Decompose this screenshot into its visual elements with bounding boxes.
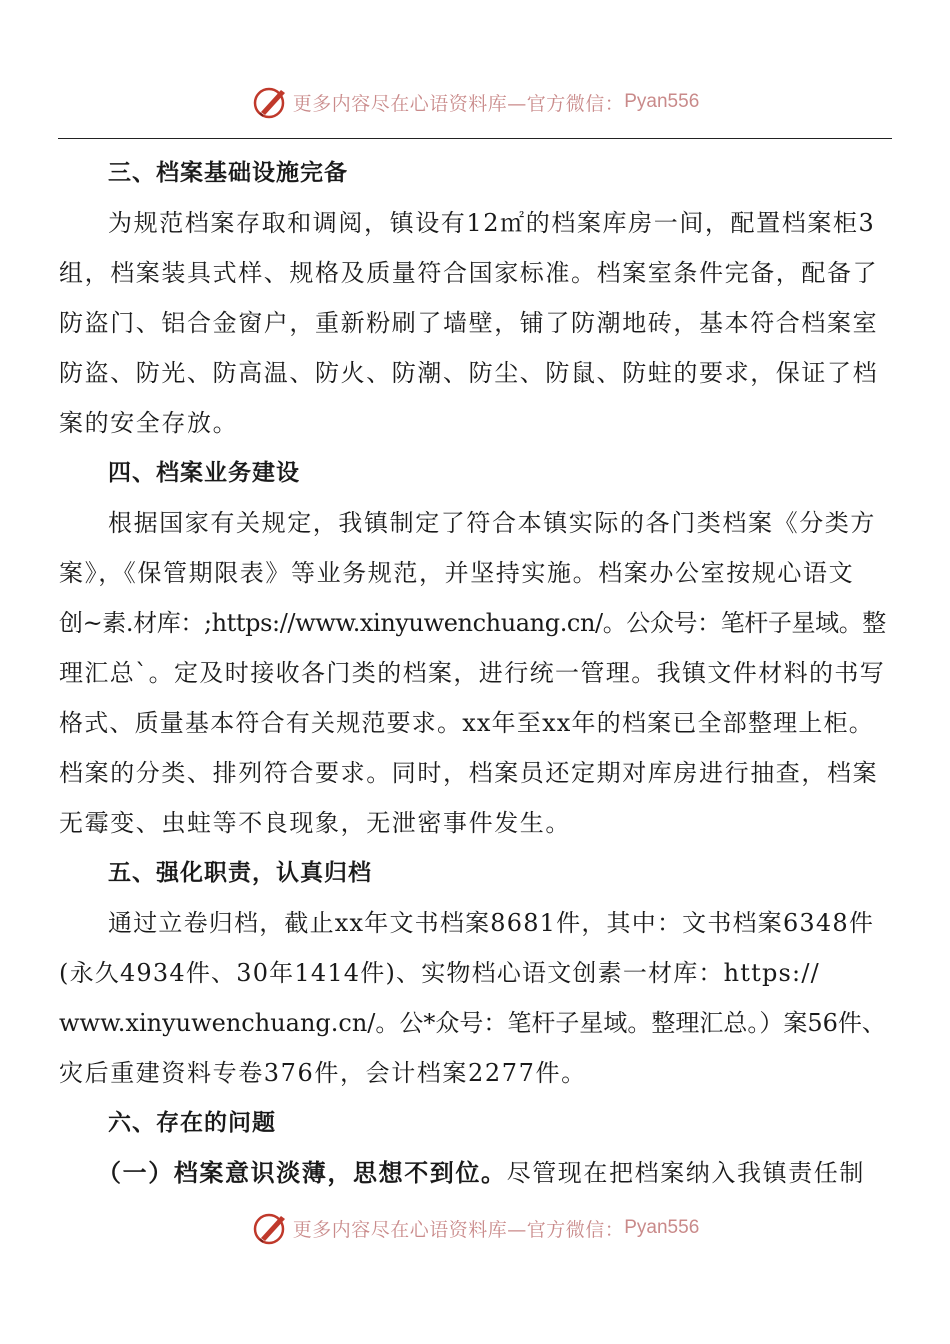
paragraph-line: 防盗、防光、防高温、防火、防潮、防尘、防鼠、防蛀的要求，保证了档 <box>59 359 879 387</box>
paragraph-text: 尽管现在把档案纳入我镇责任制 <box>506 1159 866 1187</box>
watermark-text: 更多内容尽在心语资料库—官方微信： <box>292 1218 625 1241</box>
pen-logo-icon <box>251 1208 291 1248</box>
paragraph-line: 灾后重建资料专卷376件，会计档案2277件。 <box>59 1059 587 1087</box>
paragraph-line: 无霉变、虫蛀等不良现象，无泄密事件发生。 <box>59 809 571 837</box>
paragraph-line: 通过立卷归档，截止xx年文书档案8681件，其中：文书档案6348件 <box>108 909 875 937</box>
paragraph-line: 案的安全存放。 <box>59 409 239 437</box>
section-heading: 五、强化职责，认真归档 <box>108 860 372 886</box>
watermark-wechat-id: Pyan556 <box>624 1217 700 1238</box>
watermark-wechat-id: Pyan556 <box>624 91 700 112</box>
paragraph-line: www.xinyuwenchuang.cn/。公*众号：笔杆子星域。整理汇总。）案56件、 <box>59 1009 886 1037</box>
header-rule <box>58 138 892 139</box>
paragraph-line: 理汇总`。定及时接收各门类的档案，进行统一管理。我镇文件材料的书写 <box>59 659 886 687</box>
pen-logo-icon <box>251 82 291 122</box>
paragraph-line: (永久4934件、30年1414件)、实物档心语文创素一材库：https:// <box>59 959 820 987</box>
section-heading: 六、存在的问题 <box>108 1110 276 1136</box>
watermark-text: 更多内容尽在心语资料库—官方微信： <box>292 92 625 115</box>
paragraph-line: 档案的分类、排列符合要求。同时，档案员还定期对库房进行抽查，档案 <box>59 759 879 787</box>
paragraph-line <box>59 1148 879 1198</box>
paragraph-line: 创~素.材库：;https://www.xinyuwenchuang.cn/。公众号：笔杆子星域。整 <box>59 609 886 637</box>
subsection-lead: （一）档案意识淡薄，思想不到位。 <box>97 1158 507 1187</box>
paragraph-line: 防盗门、铝合金窗户，重新粉刷了墙壁，铺了防潮地砖，基本符合档案室 <box>59 309 879 337</box>
section-heading: 三、档案基础设施完备 <box>108 160 348 186</box>
paragraph-line: 根据国家有关规定，我镇制定了符合本镇实际的各门类档案《分类方 <box>108 509 876 537</box>
paragraph-line: 格式、质量基本符合有关规范要求。xx年至xx年的档案已全部整理上柜。 <box>59 709 874 737</box>
paragraph-line: 组，档案装具式样、规格及质量符合国家标准。档案室条件完备，配备了 <box>59 259 879 287</box>
section-heading: 四、档案业务建设 <box>108 460 300 486</box>
paragraph-line: 案》，《保管期限表》等业务规范，并坚持实施。档案办公室按规心语文 <box>59 559 855 587</box>
watermark-banner-top <box>0 82 950 122</box>
watermark-banner-bottom <box>0 1208 950 1248</box>
paragraph-line: 为规范档案存取和调阅，镇设有12㎡的档案库房一间，配置档案柜3 <box>108 209 876 237</box>
document-body <box>59 148 886 1198</box>
